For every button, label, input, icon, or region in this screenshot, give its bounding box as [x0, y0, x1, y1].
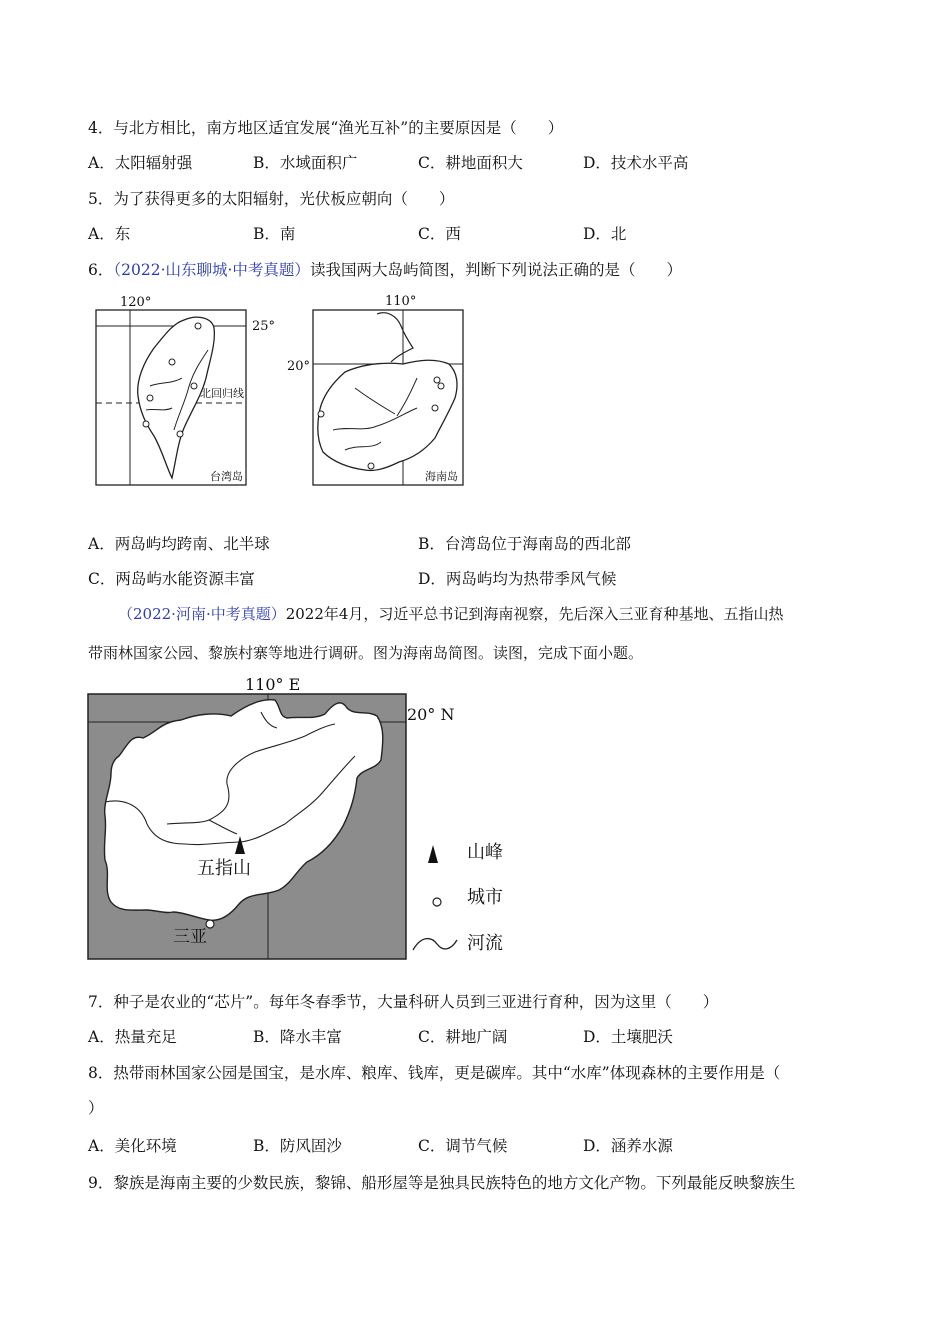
sanya-label: 三亚 — [173, 927, 207, 947]
q6-option-b[interactable]: B．台湾岛位于海南岛的西北部 — [418, 535, 631, 553]
legend-city-icon — [433, 898, 441, 906]
legend-river-icon — [413, 939, 457, 950]
q5-option-d[interactable]: D．北 — [583, 225, 627, 243]
q8-stem: 8．热带雨林国家公园是国宝，是水库、粮库、钱库，更是碳库。其中“水库”体现森林的主要作用是（ — [88, 1064, 781, 1082]
q6-stem: 读我国两大岛屿简图，判断下列说法正确的是（ ） — [309, 261, 682, 279]
wuzhishan-label: 五指山 — [197, 858, 251, 879]
q7-option-b[interactable]: B．降水丰富 — [253, 1028, 342, 1046]
q8-option-b[interactable]: B．防风固沙 — [253, 1137, 342, 1155]
q4-option-d[interactable]: D．技术水平高 — [583, 154, 689, 172]
tropic-of-cancer-label: 北回归线 — [200, 387, 244, 400]
sanya-city-marker — [206, 920, 214, 928]
intro-line-2: 带雨林国家公园、黎族村寨等地进行调研。图为海南岛简图。读图，完成下面小题。 — [88, 644, 644, 662]
q5-option-c[interactable]: C．西 — [418, 225, 461, 243]
q6-number: 6． — [88, 261, 114, 279]
q9-stem: 9．黎族是海南主要的少数民族，黎锦、船形屋等是独具民族特色的地方文化产物。下列最能反映黎族生 — [88, 1174, 796, 1192]
hainan-small-map-latitude: 20° — [287, 359, 311, 374]
hainan-small-map-name: 海南岛 — [425, 470, 458, 483]
q6-stem-line — [88, 260, 682, 280]
hainan-small-map-longitude: 110° — [385, 294, 417, 309]
intro-source: （2022·河南·中考真题） — [118, 605, 286, 623]
hainan-island-large-map — [85, 674, 515, 964]
q7-option-c[interactable]: C．耕地广阔 — [418, 1028, 508, 1046]
q5-option-b[interactable]: B．南 — [253, 225, 296, 243]
q7-option-d[interactable]: D．土壤肥沃 — [583, 1028, 673, 1046]
q6-option-c[interactable]: C．两岛屿水能资源丰富 — [88, 570, 255, 588]
q7-option-a[interactable]: A．热量充足 — [88, 1028, 177, 1046]
q6-option-d[interactable]: D．两岛屿均为热带季风气候 — [418, 570, 617, 588]
q8-option-d[interactable]: D．涵养水源 — [583, 1137, 673, 1155]
taiwan-map-name: 台湾岛 — [210, 470, 243, 483]
legend-river-label: 河流 — [467, 933, 503, 954]
q5-option-a[interactable]: A．东 — [88, 225, 131, 243]
q5-stem: 5．为了获得更多的太阳辐射，光伏板应朝向（ ） — [88, 190, 455, 208]
q8-option-a[interactable]: A．美化环境 — [88, 1137, 177, 1155]
q4-option-c[interactable]: C．耕地面积大 — [418, 154, 523, 172]
legend-mountain-icon — [428, 845, 438, 863]
large-map-latitude: 20° N — [407, 705, 455, 724]
intro-text-1: 2022年4月，习近平总书记到海南视察，先后深入三亚育种基地、五指山热 — [285, 605, 784, 623]
taiwan-island-map — [88, 290, 283, 490]
q7-stem: 7．种子是农业的“芯片”。每年冬春季节，大量科研人员到三亚进行育种，因为这里（ ） — [88, 993, 719, 1011]
q6-source: （2022·山东聊城·中考真题） — [113, 261, 310, 279]
legend-mountain-label: 山峰 — [467, 842, 503, 863]
q4-stem: 4．与北方相比，南方地区适宜发展“渔光互补”的主要原因是（ ） — [88, 119, 564, 137]
intro-line-1 — [118, 604, 783, 624]
taiwan-map-longitude: 120° — [120, 295, 152, 310]
legend-city-label: 城市 — [467, 887, 503, 908]
q4-option-a[interactable]: A．太阳辐射强 — [88, 154, 193, 172]
q8-option-c[interactable]: C．调节气候 — [418, 1137, 508, 1155]
q8-stem-continued: ） — [88, 1099, 104, 1117]
taiwan-map-latitude: 25° — [252, 319, 276, 334]
large-map-longitude: 110° E — [245, 675, 301, 694]
hainan-island-small-map — [285, 290, 470, 490]
q6-option-a[interactable]: A．两岛屿均跨南、北半球 — [88, 535, 270, 553]
q4-option-b[interactable]: B．水域面积广 — [253, 154, 358, 172]
